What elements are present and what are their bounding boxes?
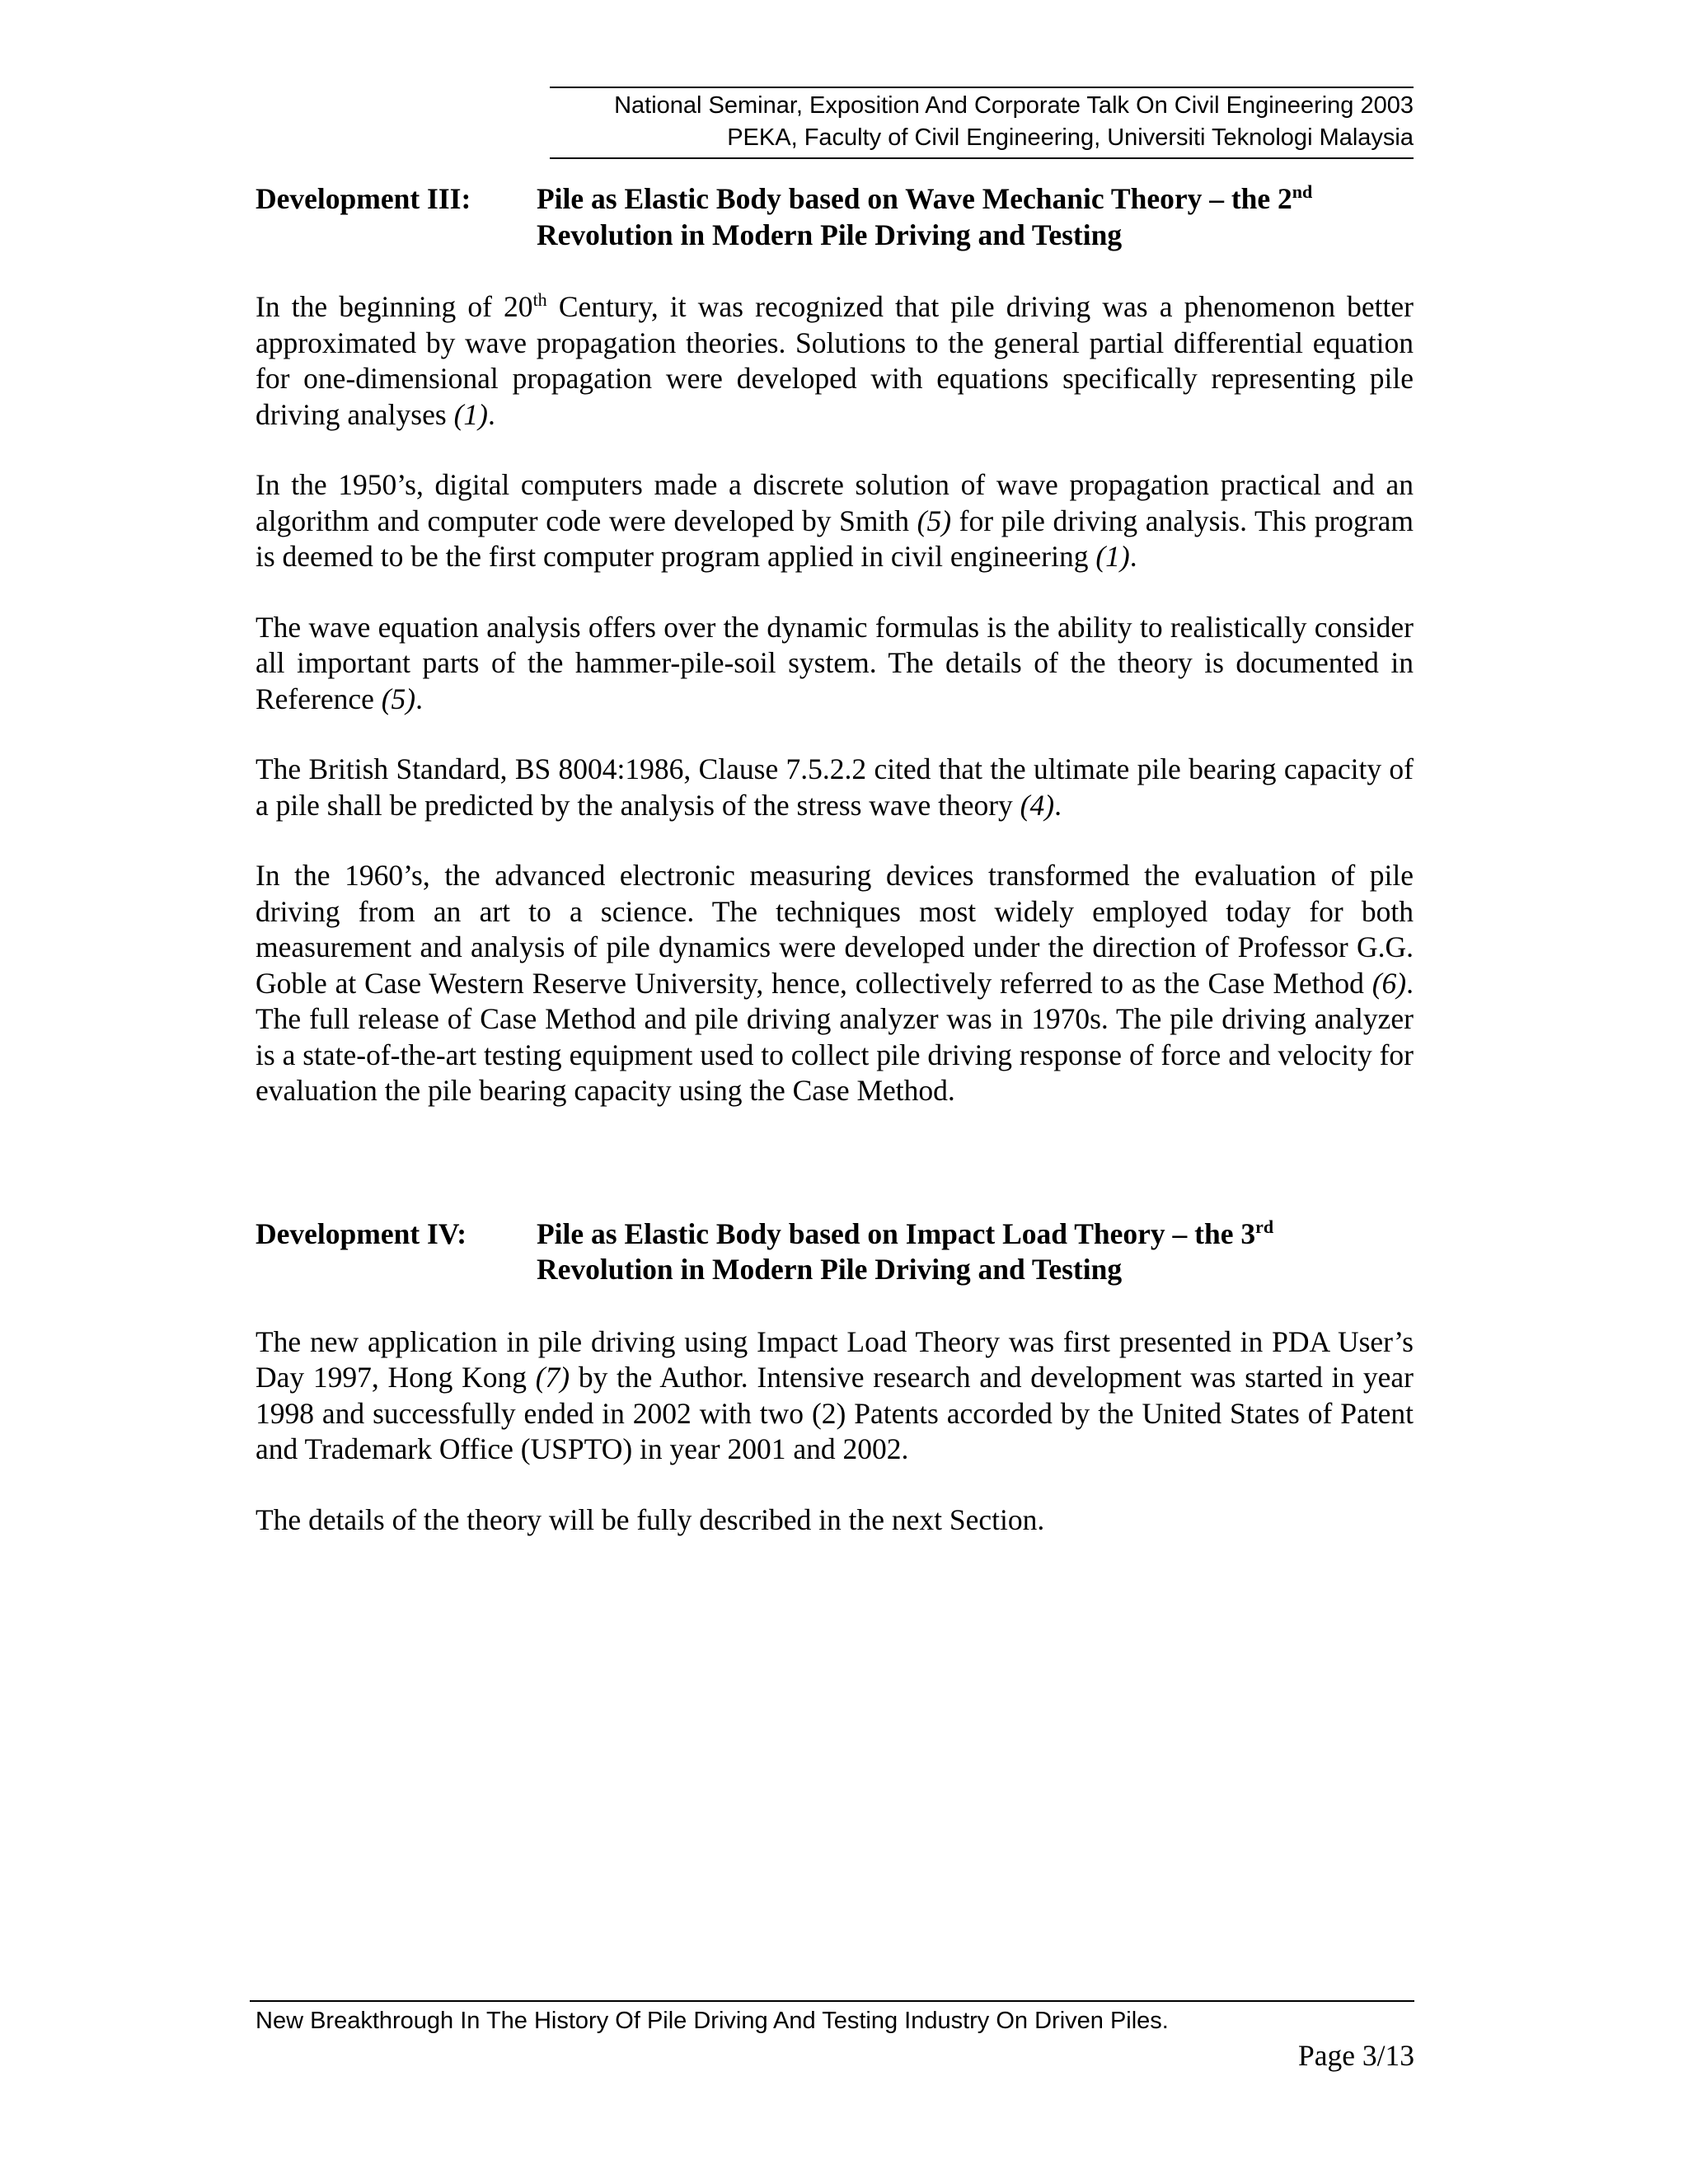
p3-text-c: . [415, 682, 424, 715]
development-iv-heading [256, 1216, 1414, 1288]
p1-text-c: . [487, 397, 495, 431]
development-iii-title-sup: nd [1292, 181, 1313, 203]
p1-text-b: Century, it was recognized that pile driving was a phenomenon better approximated by wave propagation theories. Solutions to the general partial differential equation for one-dimensional propagation were developed with equations specifically representing pile driving analyses [256, 290, 1414, 431]
development-iii-title-part-2: Revolution in Modern Pile Driving and Testing [537, 218, 1123, 251]
paragraph-20th-century [256, 289, 1414, 433]
development-iv-label: Development IV: [256, 1216, 467, 1250]
paragraph-wave-equation [256, 610, 1414, 718]
p1-text-a: In the beginning of 20 [256, 290, 533, 323]
development-iv-title-part-2: Revolution in Modern Pile Driving and Testing [537, 1253, 1123, 1286]
reference-citation: (6) [1372, 966, 1407, 1000]
development-iii-label: Development III: [256, 182, 471, 215]
reference-citation: (1) [453, 397, 488, 431]
page-number: Page 3/13 [1298, 2039, 1414, 2072]
development-iii-title [537, 181, 1414, 253]
reference-citation: (5) [917, 504, 952, 537]
header-line-2: PEKA, Faculty of Civil Engineering, Universiti Teknologi Malaysia [727, 124, 1414, 151]
p4-text-c: . [1054, 788, 1062, 822]
paragraph-1960s [256, 858, 1414, 1109]
running-footer [250, 2000, 1414, 2074]
development-iv-title [537, 1216, 1414, 1288]
running-header [550, 87, 1414, 159]
reference-citation: (5) [381, 682, 416, 715]
header-line-1: National Seminar, Exposition And Corporate Talk On Civil Engineering 2003 [614, 92, 1414, 119]
development-iv-title-part-1: Pile as Elastic Body based on Impact Load Theory – the 3 [537, 1216, 1256, 1250]
p6-text-a: The new application in pile driving using Impact Load Theory was first presented in PDA User’s Day 1997, Hong Kong [256, 1324, 1414, 1394]
footer-title: New Breakthrough In The History Of Pile Driving And Testing Industry On Driven Piles. [256, 2008, 1169, 2034]
development-iii-heading [256, 181, 1414, 253]
main-content [256, 181, 1414, 1538]
development-iv-title-sup: rd [1255, 1216, 1274, 1237]
paragraph-next-section: The details of the theory will be fully described in the next Section. [256, 1502, 1045, 1536]
p2-text-c: . [1129, 540, 1137, 573]
p2-text-a: In the 1950’s, digital computers made a discrete solution of wave propagation practical and an algorithm and computer code were developed by Smith [256, 468, 1414, 537]
paragraph-1950s [256, 467, 1414, 575]
p3-text-a: The wave equation analysis offers over the dynamic formulas is the ability to realistically consider all important parts of the hammer-pile-soil system. The details of the theory is documented in Reference [256, 610, 1414, 715]
p5-text-b: . The full release of Case Method and pile driving analyzer was in 1970s. The pile driving analyzer is a state-of-the-art testing equipment used to collect pile driving response of force and velocity for evaluation the pile bearing capacity using the Case Method. [256, 966, 1414, 1107]
p4-text-a: The British Standard, BS 8004:1986, Clause 7.5.2.2 cited that the ultimate pile bearing capacity of a pile shall be predicted by the analysis of the stress wave theory [256, 752, 1414, 822]
p2-text-b: for pile driving analysis. This program is deemed to be the first computer program applied in civil engineering [256, 504, 1414, 573]
paragraph-british-standard [256, 752, 1414, 823]
paragraph-impact-load [256, 1324, 1414, 1468]
p5-text-a: In the 1960’s, the advanced electronic measuring devices transformed the evaluation of pile driving from an art to a science. The techniques most widely employed today for both measurement and analysis of pile dynamics were developed under the direction of Professor G.G. Goble at Case Western Reserve University, hence, collectively referred to as the Case Method [256, 859, 1414, 1000]
reference-citation: (7) [535, 1361, 570, 1394]
p1-sup: th [532, 289, 547, 311]
development-iii-title-part-1: Pile as Elastic Body based on Wave Mechanic Theory – the 2 [537, 182, 1292, 215]
reference-citation: (1) [1095, 540, 1130, 573]
p6-text-b: by the Author. Intensive research and development was started in year 1998 and successfully ended in 2002 with two (2) Patents accorded by the United States of Patent and Trademark Office (USPTO) in year 2001 and 2002. [256, 1361, 1414, 1465]
reference-citation: (4) [1020, 788, 1055, 822]
